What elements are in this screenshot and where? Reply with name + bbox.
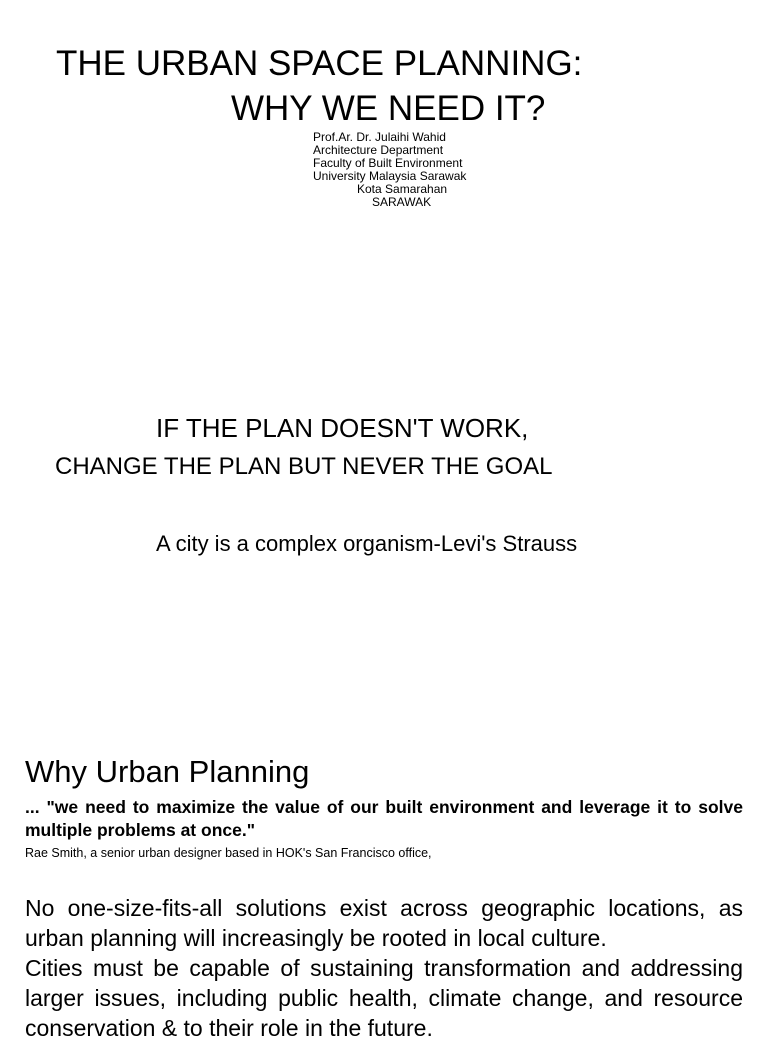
city-quote: A city is a complex organism-Levi's Strauss xyxy=(156,531,578,556)
motto-line-2: CHANGE THE PLAN BUT NEVER THE GOAL xyxy=(55,453,553,480)
section-body xyxy=(25,893,743,1043)
quote-source: Rae Smith, a senior urban designer based in HOK's San Francisco office, xyxy=(25,846,432,860)
author-city: Kota Samarahan xyxy=(357,182,448,196)
motto-line-1: IF THE PLAN DOESN'T WORK, xyxy=(156,413,529,443)
section-quote: ... "we need to maximize the value of our built environment and leverage it to solve multiple problems at once." xyxy=(25,797,743,840)
body-paragraph-1: No one-size-fits-all solutions exist across geographic locations, as urban planning will increasingly be rooted in local culture. xyxy=(25,895,743,951)
author-name: Prof.Ar. Dr. Julaihi Wahid xyxy=(313,130,446,144)
author-faculty: Faculty of Built Environment xyxy=(313,156,463,170)
author-state: SARAWAK xyxy=(372,195,432,209)
presentation-title-line-1: THE URBAN SPACE PLANNING: xyxy=(56,44,583,83)
presentation-title-line-2: WHY WE NEED IT? xyxy=(231,89,546,128)
author-university: University Malaysia Sarawak xyxy=(313,169,467,183)
body-paragraph-2: Cities must be capable of sustaining transformation and addressing larger issues, including public health, climate change, and resource conservation & to their role in the future. xyxy=(25,955,743,1041)
section-heading: Why Urban Planning xyxy=(25,754,310,789)
author-department: Architecture Department xyxy=(313,143,444,157)
